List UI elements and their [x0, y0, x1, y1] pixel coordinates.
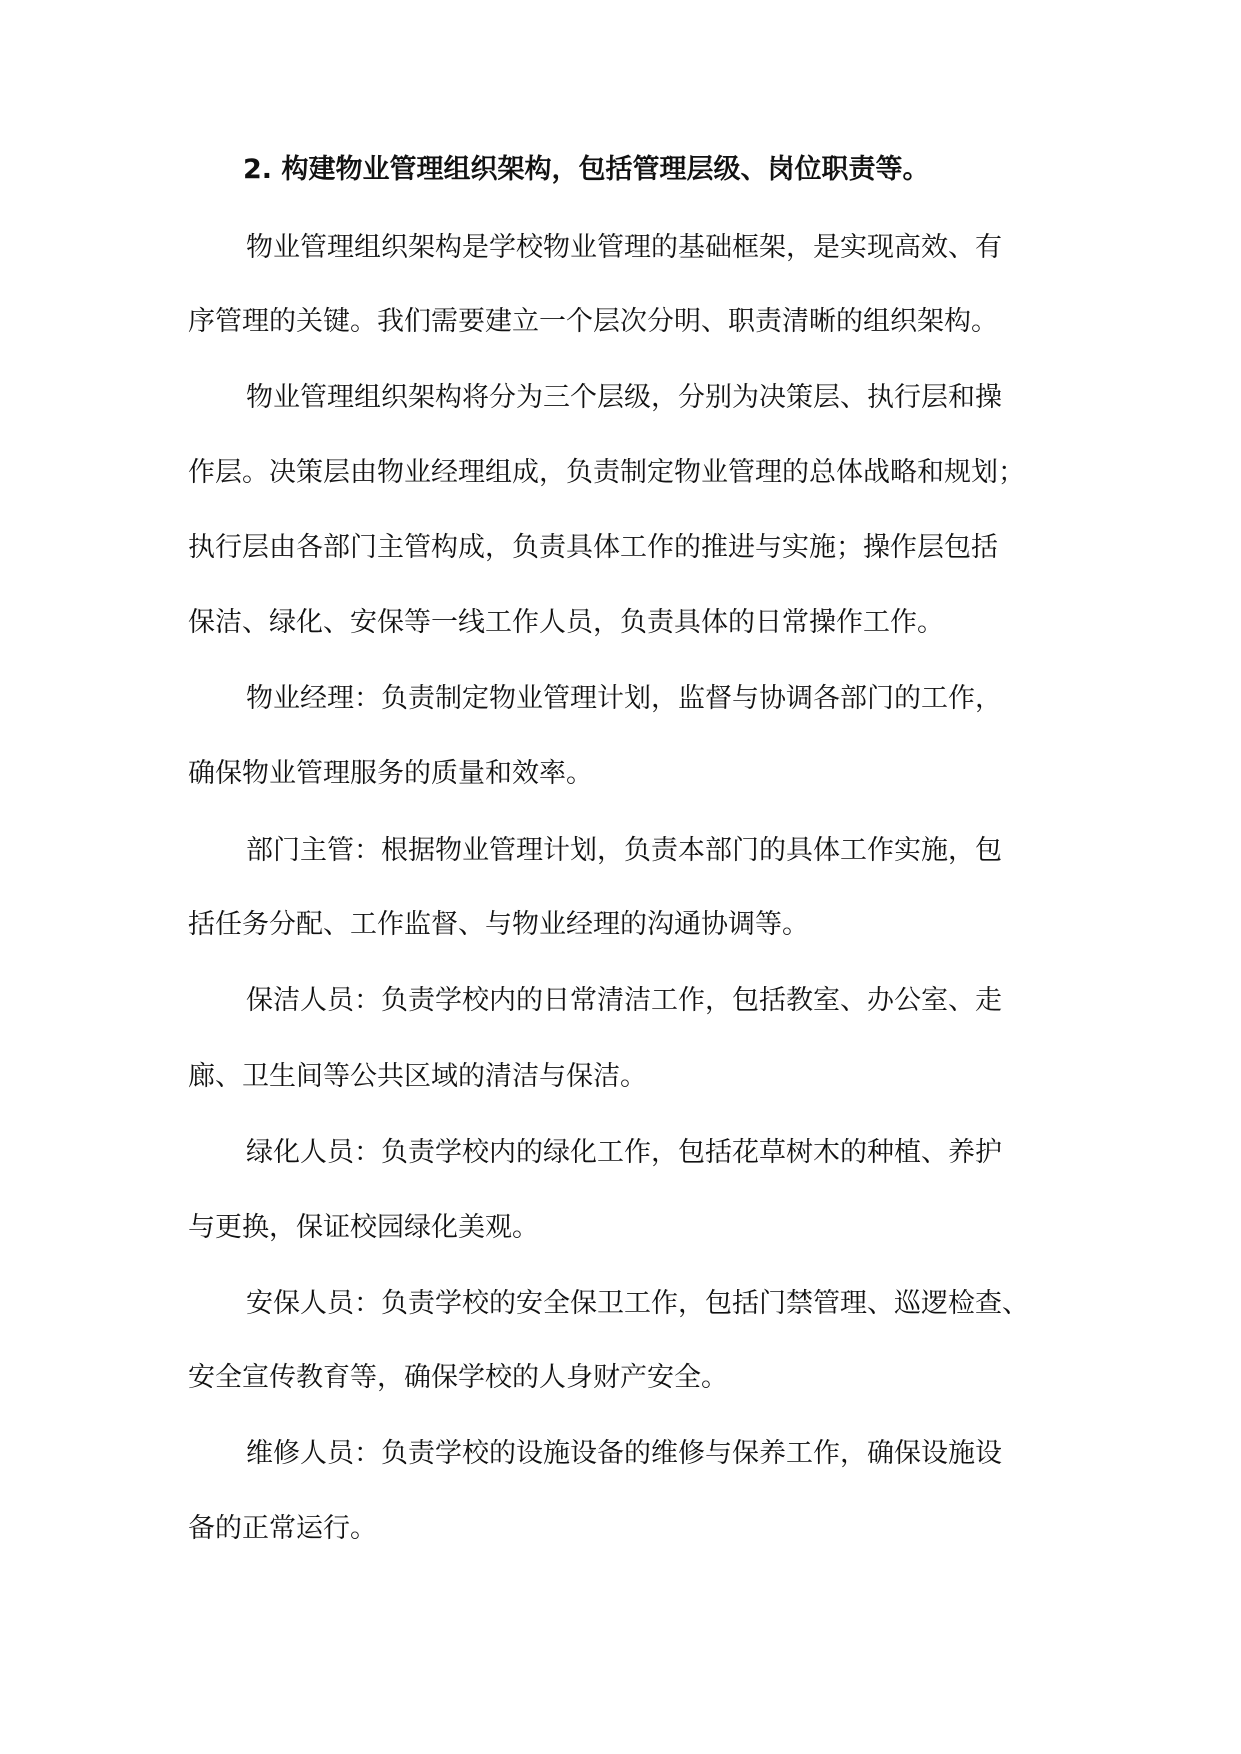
paragraph-line: 备的正常运行。 — [188, 1513, 377, 1544]
paragraph-line: 安全宣传教育等，确保学校的人身财产安全。 — [188, 1362, 728, 1393]
paragraph-line: 与更换，保证校园绿化美观。 — [188, 1212, 539, 1243]
paragraph-line: 维修人员：负责学校的设施设备的维修与保养工作，确保设施设 — [246, 1438, 1002, 1469]
paragraph-line: 序管理的关键。我们需要建立一个层次分明、职责清晰的组织架构。 — [188, 306, 998, 337]
paragraph-line: 安保人员：负责学校的安全保卫工作，包括门禁管理、巡逻检查、 — [246, 1288, 1029, 1319]
paragraph-line: 物业经理：负责制定物业管理计划，监督与协调各部门的工作， — [246, 683, 1002, 714]
section-heading: 2. 构建物业管理组织架构，包括管理层级、岗位职责等。 — [243, 154, 930, 185]
paragraph-line: 物业管理组织架构是学校物业管理的基础框架，是实现高效、有 — [246, 232, 1002, 263]
paragraph-line: 廊、卫生间等公共区域的清洁与保洁。 — [188, 1061, 647, 1092]
paragraph-line: 物业管理组织架构将分为三个层级，分别为决策层、执行层和操 — [246, 382, 1002, 413]
paragraph-line: 部门主管：根据物业管理计划，负责本部门的具体工作实施，包 — [246, 835, 1002, 866]
paragraph-line: 绿化人员：负责学校内的绿化工作，包括花草树木的种植、养护 — [246, 1137, 1002, 1168]
paragraph-line: 执行层由各部门主管构成，负责具体工作的推进与实施；操作层包括 — [188, 532, 998, 563]
paragraph-line: 保洁、绿化、安保等一线工作人员，负责具体的日常操作工作。 — [188, 607, 944, 638]
paragraph-line: 作层。决策层由物业经理组成，负责制定物业管理的总体战略和规划； — [188, 457, 1025, 488]
paragraph-line: 括任务分配、工作监督、与物业经理的沟通协调等。 — [188, 909, 809, 940]
paragraph-line: 保洁人员：负责学校内的日常清洁工作，包括教室、办公室、走 — [246, 985, 1002, 1016]
paragraph-line: 确保物业管理服务的质量和效率。 — [188, 758, 593, 789]
